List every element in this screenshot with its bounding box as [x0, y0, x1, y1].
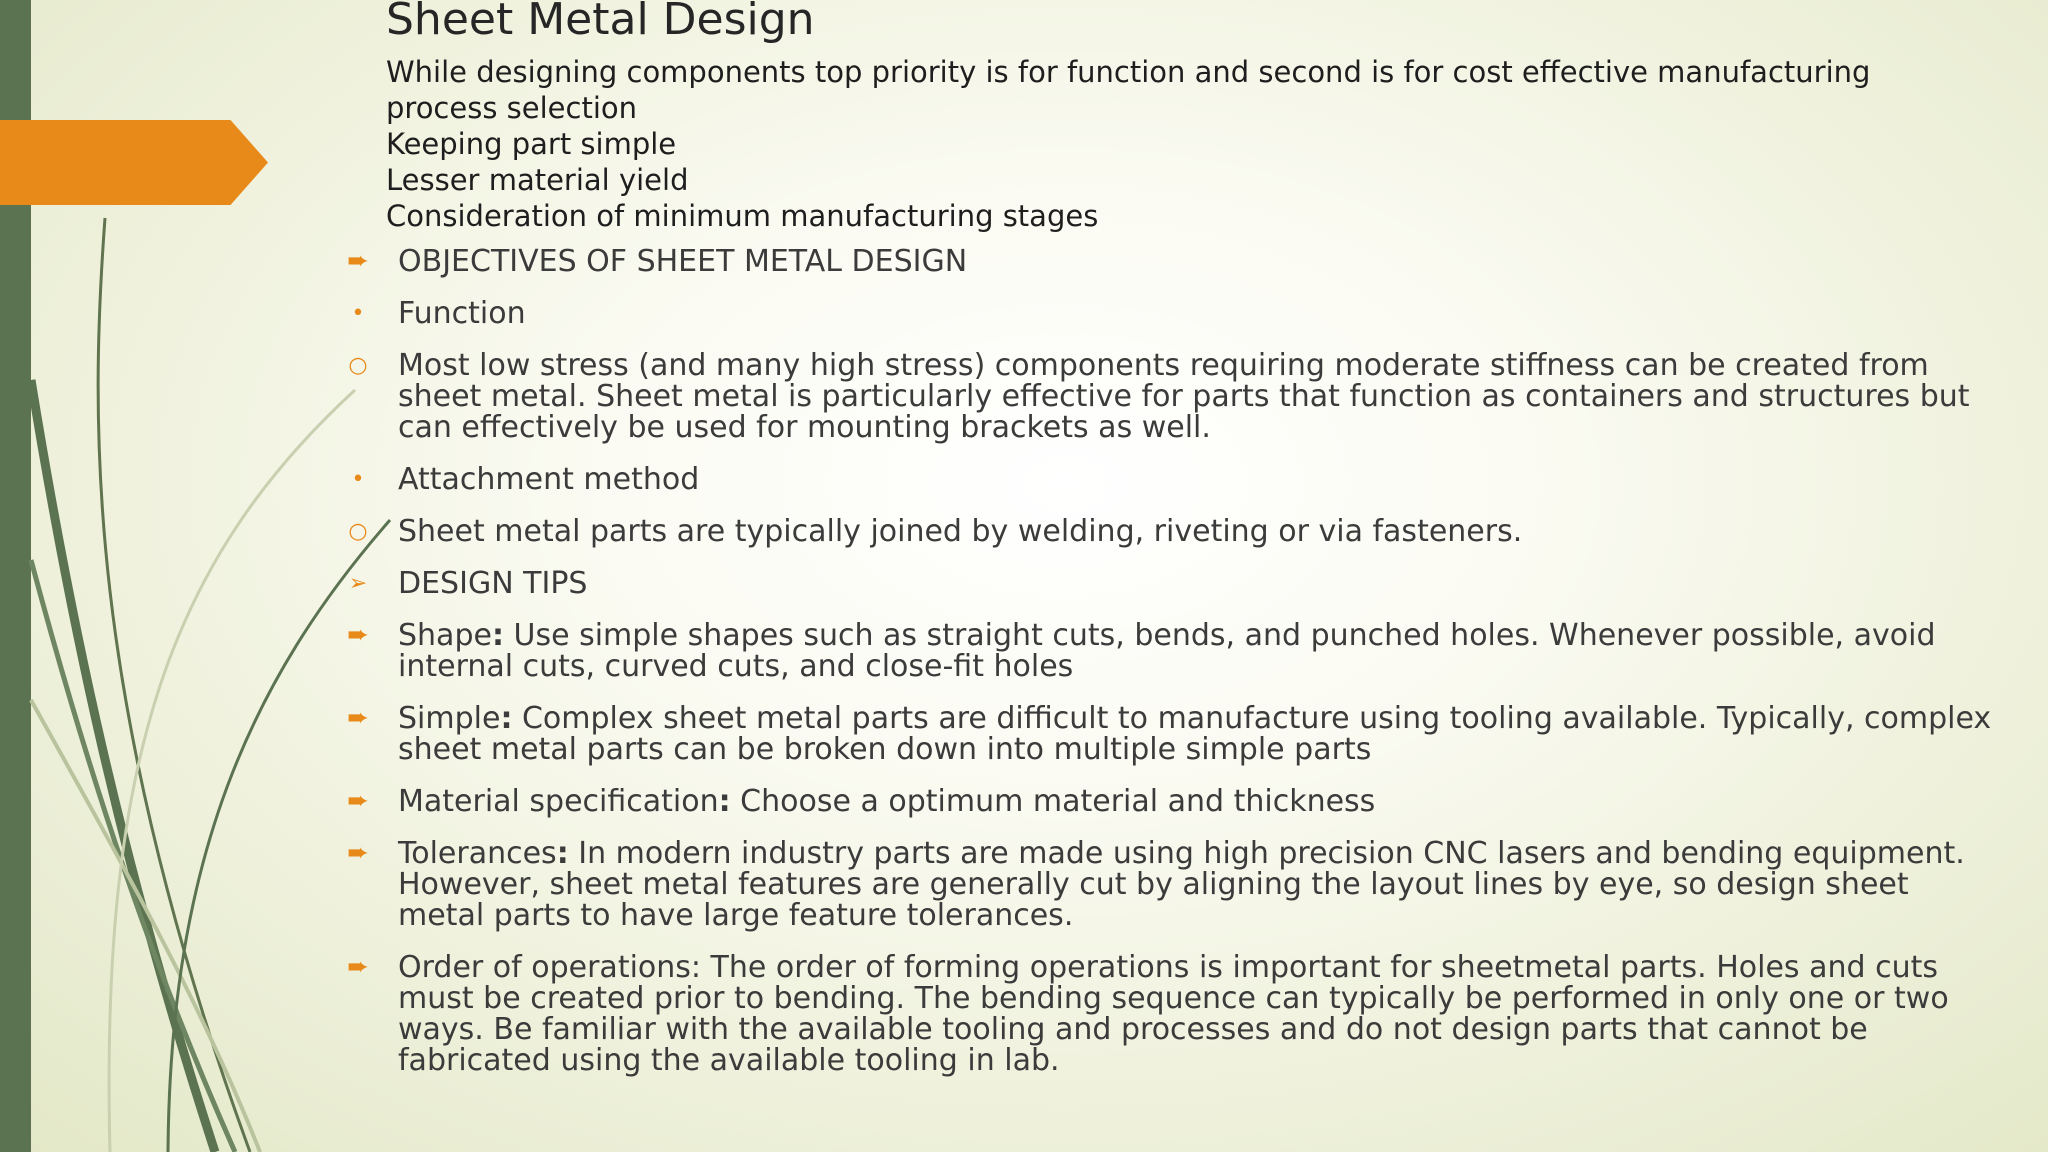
bullet-label: Material specification: [398, 784, 719, 819]
bullet-text: Choose a optimum material and thickness: [730, 784, 1376, 819]
orange-accent-arrow: [0, 120, 268, 205]
bullet-shape: [340, 620, 1995, 682]
bullet-attachment-detail: [340, 516, 1995, 547]
bullet-text: Complex sheet metal parts are difficult to manufacture using tooling available. Typically, complex sheet metal parts can be broken down into multiple simple parts: [398, 701, 1992, 767]
bullet-text: Function: [398, 296, 526, 331]
arrow-bullet-icon: ➨: [347, 620, 369, 650]
bullet-material: [340, 786, 1995, 817]
bullet-text: Order of operations: The order of forming operations is important for sheetmetal parts. Holes and cuts must be created prior to bending. The bending sequence can typically be performed in only one or two ways. Be familiar with the available tooling and processes and do not design parts that cannot be fabricated using the available tooling in lab.: [398, 950, 1949, 1078]
bullet-text: DESIGN TIPS: [398, 566, 588, 601]
arrow-bullet-icon: ➨: [347, 703, 369, 733]
dot-bullet-icon: •: [351, 467, 365, 492]
bullet-function: [340, 298, 1995, 329]
bullet-text: Use simple shapes such as straight cuts, bends, and punched holes. Whenever possible, avoid internal cuts, curved cuts, and close-fit holes: [398, 618, 1936, 684]
bullet-label: Shape: [398, 618, 492, 653]
bullet-objectives: [340, 246, 1995, 277]
intro-line: Lesser material yield: [386, 163, 689, 197]
circle-bullet-icon: ○: [348, 519, 368, 544]
bullet-tolerances: [340, 838, 1995, 931]
arrowhead-bullet-icon: ➢: [348, 571, 368, 596]
arrow-bullet-icon: ➨: [347, 838, 369, 868]
bullet-colon: :: [556, 836, 569, 871]
bullet-text: In modern industry parts are made using high precision CNC lasers and bending equipment. However, sheet metal features are generally cut by aligning the layout lines by eye, so design sheet metal parts to have large feature tolerances.: [398, 836, 1965, 933]
bullet-list: [340, 246, 1995, 1097]
bullet-text: OBJECTIVES OF SHEET METAL DESIGN: [398, 244, 968, 279]
arrow-bullet-icon: ➨: [347, 246, 369, 276]
arrow-bullet-icon: ➨: [347, 952, 369, 982]
bullet-text: Attachment method: [398, 462, 700, 497]
intro-line: Keeping part simple: [386, 127, 677, 161]
bullet-text: Most low stress (and many high stress) components requiring moderate stiffness can be created from sheet metal. Sheet metal is particularly effective for parts that function as containers and structures but can effectively be used for mounting brackets as well.: [398, 348, 1970, 445]
bullet-text: Sheet metal parts are typically joined by welding, riveting or via fasteners.: [398, 514, 1523, 549]
intro-block: [386, 54, 1976, 234]
bullet-colon: :: [718, 784, 731, 819]
intro-line: Consideration of minimum manufacturing stages: [386, 199, 1099, 233]
intro-line: While designing components top priority is for function and second is for cost effective manufacturing process selection: [386, 55, 1871, 125]
bullet-colon: :: [500, 701, 513, 736]
arrow-bullet-icon: ➨: [347, 786, 369, 816]
bullet-function-detail: [340, 350, 1995, 443]
bullet-colon: :: [491, 618, 504, 653]
bullet-label: Simple: [398, 701, 501, 736]
bullet-label: Tolerances: [398, 836, 557, 871]
dot-bullet-icon: •: [351, 301, 365, 326]
circle-bullet-icon: ○: [348, 353, 368, 378]
bullet-design-tips: [340, 568, 1995, 599]
bullet-attachment: [340, 464, 1995, 495]
bullet-order-of-operations: [340, 952, 1995, 1076]
slide-title: Sheet Metal Design: [386, 0, 815, 45]
bullet-simple: [340, 703, 1995, 765]
